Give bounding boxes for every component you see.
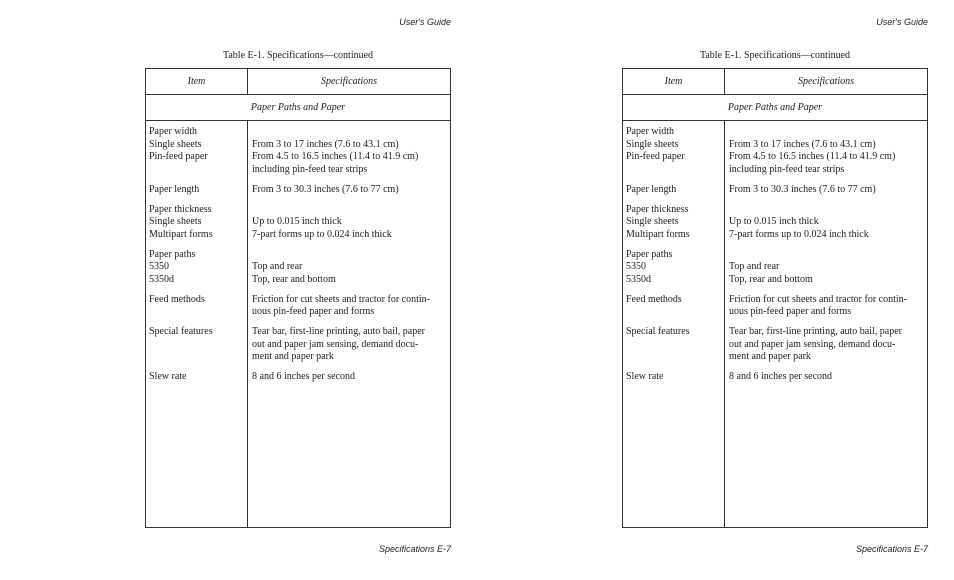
spec-value: Up to 0.015 inch thick [252, 216, 342, 227]
table-row [146, 249, 450, 262]
item-sublabel: Pin-feed paper [626, 151, 685, 162]
spec-value: ment and paper park [252, 351, 334, 362]
table-row [146, 139, 450, 152]
item-sublabel: Multipart forms [149, 228, 213, 240]
table-row [623, 139, 927, 152]
table-body [146, 126, 450, 384]
table-row [623, 326, 927, 339]
table-row [146, 204, 450, 217]
table-row [623, 229, 927, 242]
table-caption: Table E-1. Specifications—continued [699, 50, 851, 61]
item-sublabel: Pin-feed paper [149, 151, 208, 162]
spec-value: From 4.5 to 16.5 inches (11.4 to 41.9 cm) [252, 151, 419, 162]
table-row [146, 126, 450, 139]
spec-value: Top and rear [252, 261, 303, 272]
spec-value: Up to 0.015 inch thick [729, 216, 819, 227]
item-sublabel: 5350 [626, 261, 646, 272]
spec-value: 7-part forms up to 0.024 inch thick [729, 228, 869, 240]
table-row [146, 306, 450, 319]
item-sublabel: Multipart forms [626, 228, 690, 240]
spec-value: From 3 to 30.3 inches (7.6 to 77 cm) [729, 183, 876, 195]
spec-value: Top, rear and bottom [729, 273, 813, 285]
table-row [146, 351, 450, 364]
item-label: Feed methods [149, 293, 205, 305]
table-row [623, 339, 927, 352]
spec-table [145, 68, 451, 528]
item-label: Paper width [149, 126, 198, 137]
spec-value: out and paper jam sensing, demand docu- [729, 338, 896, 350]
item-label: Slew rate [149, 371, 187, 382]
item-label: Paper paths [149, 248, 196, 260]
table-row [623, 216, 927, 229]
table-row [146, 274, 450, 287]
table-row [623, 261, 927, 274]
item-sublabel: Single sheets [626, 138, 679, 150]
table-row [623, 306, 927, 319]
section-rule [623, 120, 927, 121]
table-row [146, 371, 450, 384]
table-row [146, 216, 450, 229]
item-label: Special features [149, 326, 213, 337]
spec-value: 8 and 6 inches per second [252, 371, 356, 382]
table-row [146, 184, 450, 197]
table-row [146, 339, 450, 352]
spec-value: uous pin-feed paper and forms [729, 306, 852, 317]
item-sublabel: 5350 [149, 261, 169, 272]
table-row [623, 274, 927, 287]
spec-value: From 3 to 17 inches (7.6 to 43.1 cm) [252, 138, 399, 150]
item-label: Paper width [626, 126, 675, 137]
item-label: Paper length [626, 183, 677, 195]
item-label: Paper thickness [149, 203, 212, 215]
spec-table [622, 68, 928, 528]
item-label: Paper thickness [626, 203, 689, 215]
spec-value: 7-part forms up to 0.024 inch thick [252, 228, 392, 240]
table-row [623, 151, 927, 164]
spec-value: ment and paper park [729, 351, 811, 362]
table-row [623, 126, 927, 139]
item-sublabel: Single sheets [149, 216, 202, 227]
table-row [146, 294, 450, 307]
table-caption: Table E-1. Specifications—continued [222, 50, 374, 61]
page-right [477, 0, 954, 580]
spec-value: out and paper jam sensing, demand docu- [252, 338, 419, 350]
column-header-spec: Specifications [797, 76, 855, 87]
section-title: Paper Paths and Paper [146, 95, 450, 120]
item-sublabel: Single sheets [626, 216, 679, 227]
table-row [623, 351, 927, 364]
section-rule [146, 120, 450, 121]
item-label: Paper length [149, 183, 200, 195]
spec-value: uous pin-feed paper and forms [252, 306, 375, 317]
spec-value: including pin-feed tear strips [252, 163, 368, 175]
spec-value: Tear bar, first-line printing, auto bail, paper [252, 326, 426, 337]
table-body [623, 126, 927, 384]
table-row [146, 164, 450, 177]
running-header: User's Guide [876, 17, 928, 27]
column-header-spec: Specifications [320, 76, 378, 87]
table-row [146, 151, 450, 164]
spec-value: From 3 to 30.3 inches (7.6 to 77 cm) [252, 183, 399, 195]
table-row [623, 204, 927, 217]
item-label: Special features [626, 326, 690, 337]
spec-value: Friction for cut sheets and tractor for contin- [729, 293, 907, 305]
running-footer: Specifications E-7 [378, 544, 451, 554]
item-label: Paper paths [626, 248, 673, 260]
column-header-item: Item [187, 76, 206, 87]
table-row [146, 261, 450, 274]
running-footer: Specifications E-7 [855, 544, 928, 554]
spec-value: Friction for cut sheets and tractor for contin- [252, 293, 430, 305]
table-row [146, 326, 450, 339]
running-header: User's Guide [399, 17, 451, 27]
table-row [623, 164, 927, 177]
item-sublabel: 5350d [149, 273, 174, 285]
table-row [146, 229, 450, 242]
table-row [623, 184, 927, 197]
spec-value: Tear bar, first-line printing, auto bail, paper [729, 326, 903, 337]
spec-value: Top, rear and bottom [252, 273, 336, 285]
spec-value: including pin-feed tear strips [729, 163, 845, 175]
item-label: Feed methods [626, 293, 682, 305]
table-row [623, 371, 927, 384]
table-row [623, 294, 927, 307]
item-sublabel: Single sheets [149, 138, 202, 150]
section-title: Paper Paths and Paper [623, 95, 927, 120]
spec-value: From 4.5 to 16.5 inches (11.4 to 41.9 cm) [729, 151, 896, 162]
item-sublabel: 5350d [626, 273, 651, 285]
column-header-item: Item [664, 76, 683, 87]
item-label: Slew rate [626, 371, 664, 382]
table-row [623, 249, 927, 262]
spec-value: 8 and 6 inches per second [729, 371, 833, 382]
spec-value: Top and rear [729, 261, 780, 272]
spec-value: From 3 to 17 inches (7.6 to 43.1 cm) [729, 138, 876, 150]
